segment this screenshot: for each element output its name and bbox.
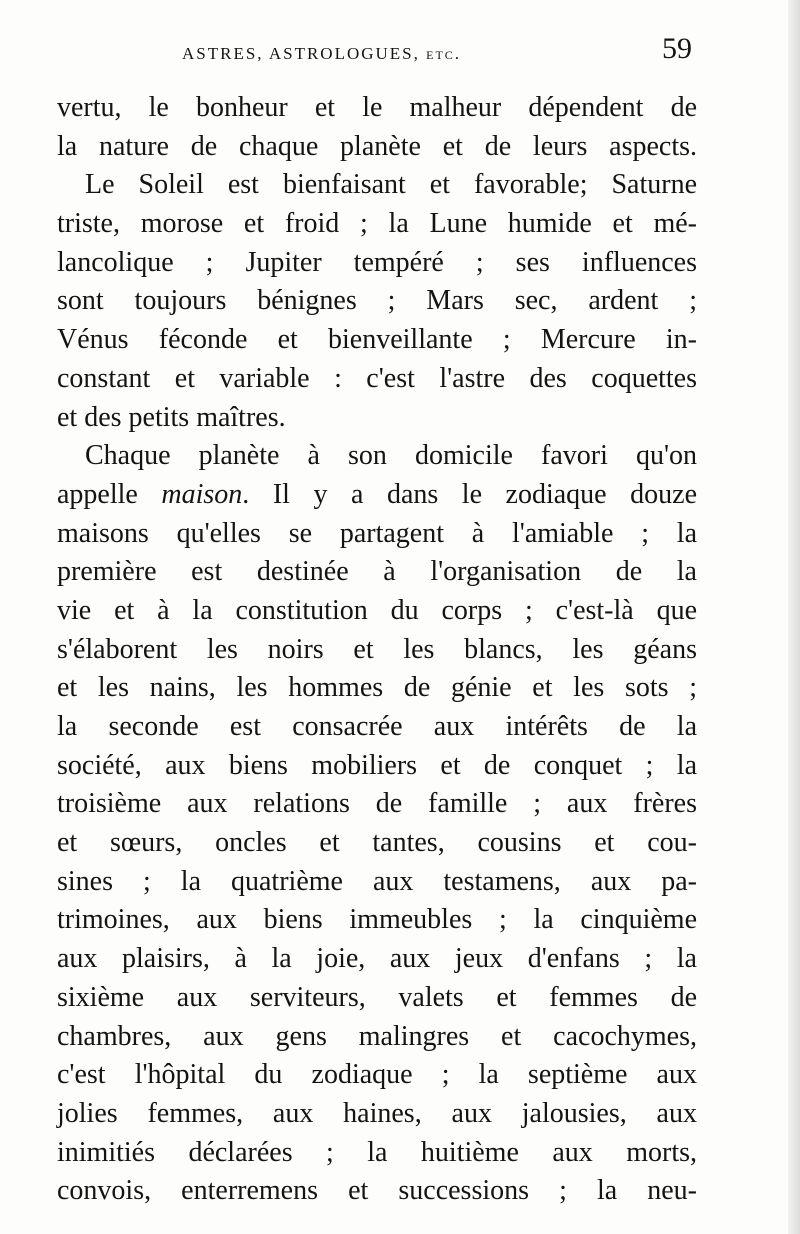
text-line: constant et variable : c'est l'astre des coquettes xyxy=(57,362,697,394)
text-line: inimitiés déclarées ; la huitième aux morts, xyxy=(57,1136,697,1168)
running-header: ASTRES, ASTROLOGUES, etc. xyxy=(182,44,462,63)
italic-word-maison: maison xyxy=(161,478,243,510)
text-line: et des petits maîtres. xyxy=(57,401,286,433)
text-line: aux plaisirs, à la joie, aux jeux d'enfans ; la xyxy=(57,943,697,975)
text-line: trimoines, aux biens immeubles ; la cinquième xyxy=(57,904,697,936)
text-line-with-italic xyxy=(57,476,697,515)
page-number: 59 xyxy=(662,32,692,65)
text-line: maisons qu'elles se partagent à l'amiable ; la xyxy=(57,517,697,549)
text-line: troisième aux relations de famille ; aux frères xyxy=(57,788,697,820)
text-line: Chaque planète à son domicile favori qu'on xyxy=(85,440,697,472)
text-line: et sœurs, oncles et tantes, cousins et cou- xyxy=(57,827,697,859)
text-span: appelle xyxy=(57,478,162,510)
text-line: triste, morose et froid ; la Lune humide et mé- xyxy=(57,208,697,240)
text-line: jolies femmes, aux haines, aux jalousies, aux xyxy=(57,1097,697,1129)
text-line: vertu, le bonheur et le malheur dépendent de xyxy=(57,92,697,123)
text-line: convois, enterremens et successions ; la neu- xyxy=(57,1175,697,1207)
body-text xyxy=(57,89,697,1211)
text-line: c'est l'hôpital du zodiaque ; la septième aux xyxy=(57,1059,697,1091)
text-line: société, aux biens mobiliers et de conquet ; la xyxy=(57,749,697,781)
text-line: la seconde est consacrée aux intérêts de la xyxy=(57,711,697,742)
text-span: . Il y a dans le zodiaque douze xyxy=(242,478,697,510)
text-line: et les nains, les hommes de génie et les sots ; xyxy=(57,672,697,704)
text-line: Le Soleil est bienfaisant et favorable; Saturne xyxy=(85,169,697,201)
text-line: s'élaborent les noirs et les blancs, les géans xyxy=(57,633,697,665)
text-line: la nature de chaque planète et de leurs aspects. xyxy=(57,130,697,162)
text-line: lancolique ; Jupiter tempéré ; ses influences xyxy=(57,246,697,278)
text-line: Vénus féconde et bienveillante ; Mercure in- xyxy=(57,324,697,356)
text-line: première est destinée à l'organisation de la xyxy=(57,556,697,588)
text-line: sont toujours bénignes ; Mars sec, ardent ; xyxy=(57,285,697,317)
text-line: sines ; la quatrième aux testamens, aux pa- xyxy=(57,865,697,897)
text-line: chambres, aux gens malingres et cacochymes, xyxy=(57,1020,697,1052)
text-line: vie et à la constitution du corps ; c'est-là que xyxy=(57,594,697,626)
text-line: sixième aux serviteurs, valets et femmes de xyxy=(57,981,697,1013)
page-edge-shadow xyxy=(788,0,800,1234)
